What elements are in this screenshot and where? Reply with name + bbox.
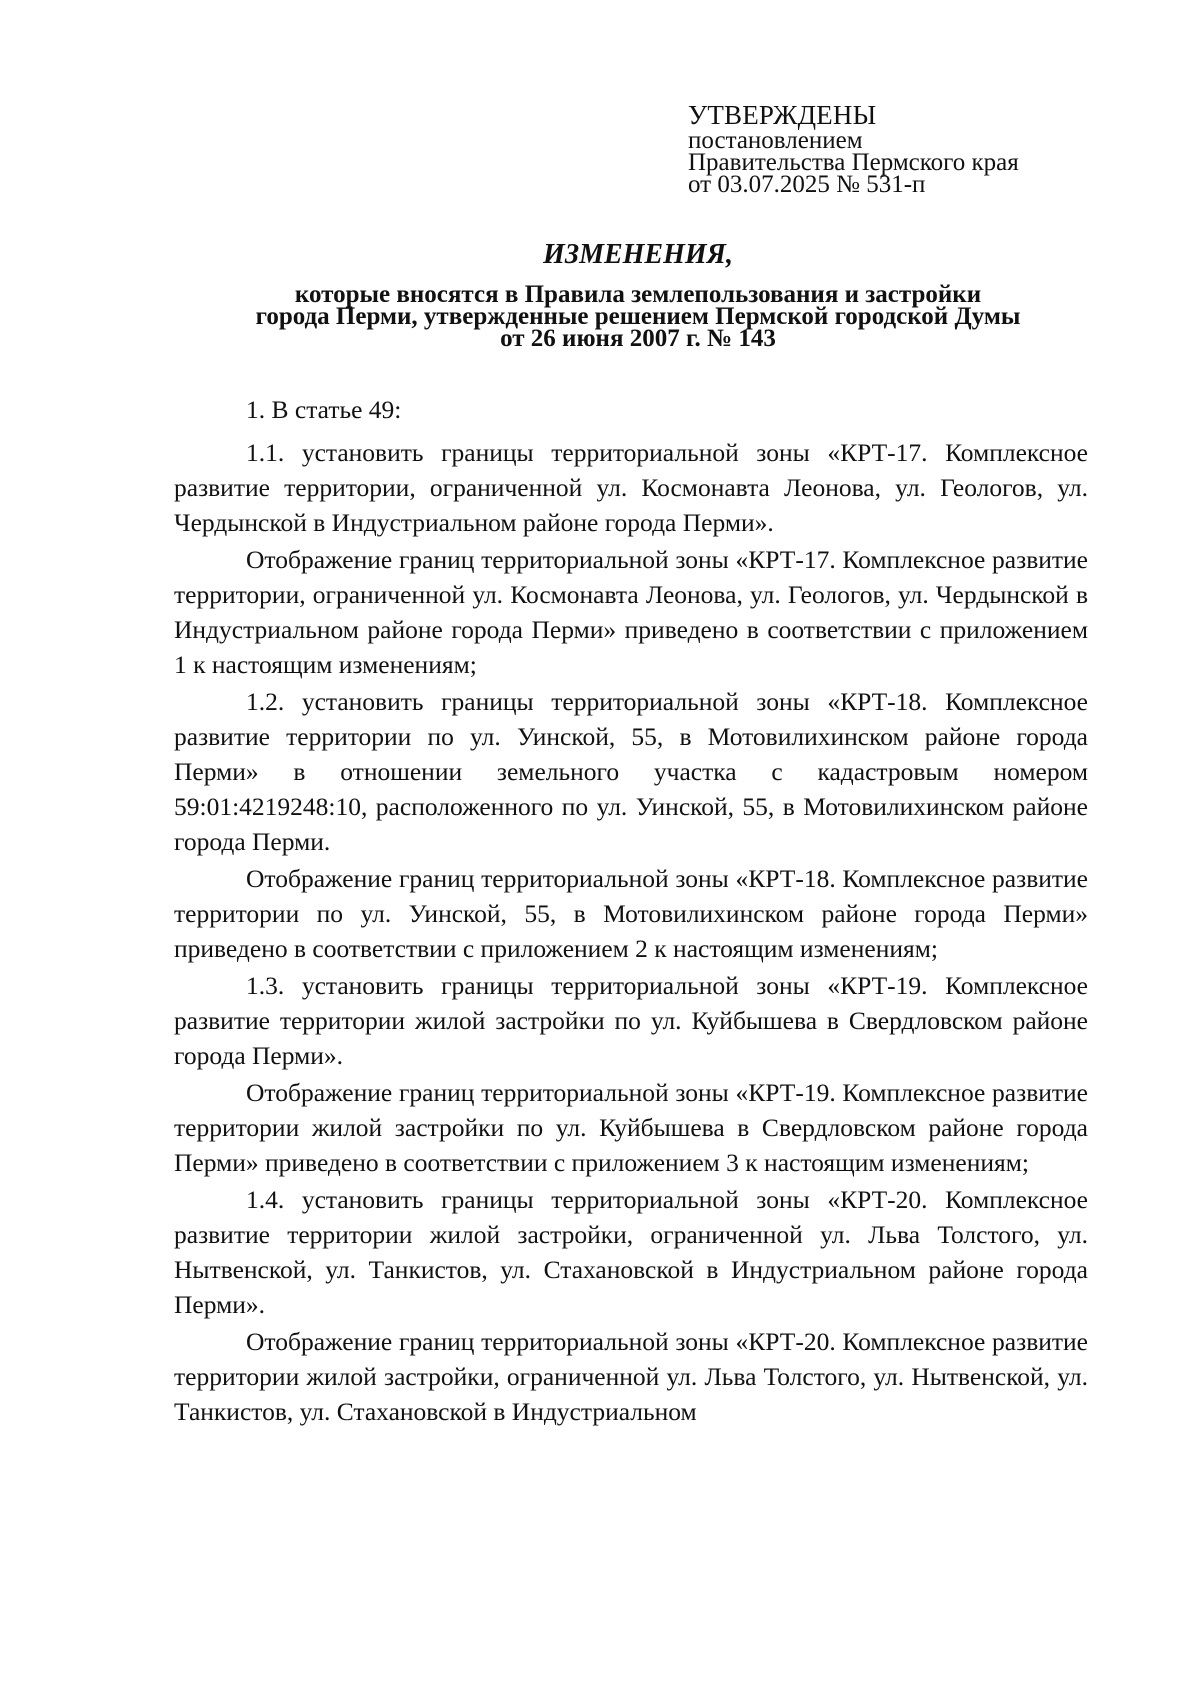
paragraph-1-4: 1.4. установить границы территориальной зоны «КРТ-20. Комплексное развитие территории жилой застройки, ограниченной ул. Льва Толстого, ул. Нытвенской, ул. Танкистов, ул. Стахановской в Индустриальном районе города Перми». (174, 1185, 1088, 1319)
document-subtitle-line-1: которые вносятся в Правила землепользования и застройки (294, 281, 982, 308)
document-body (174, 392, 1088, 1431)
document-subtitle-line-3: от 26 июня 2007 г. № 143 (500, 325, 776, 352)
paragraph-1-3: 1.3. установить границы территориальной зоны «КРТ-19. Комплексное развитие территории жилой застройки по ул. Куйбышева в Свердловском районе города Перми». (174, 971, 1088, 1070)
paragraph-1-2: 1.2. установить границы территориальной зоны «КРТ-18. Комплексное развитие территории по ул. Уинской, 55, в Мотовилихинском районе города Перми» в отношении земельного участка с кадастровым номером 59:01:4219248:10, расположенного по ул. Уинской, 55, в Мотовилихинском районе города Перми. (174, 687, 1088, 856)
document-title: ИЗМЕНЕНИЯ, (543, 239, 733, 270)
approval-stamp (688, 100, 1128, 196)
paragraph-1-4-display: Отображение границ территориальной зоны «КРТ-20. Комплексное развитие территории жилой застройки, ограниченной ул. Льва Толстого, ул. Нытвенской, ул. Танкистов, ул. Стахановской в Индустриальном (174, 1327, 1088, 1426)
approval-title: УТВЕРЖДЕНЫ (688, 100, 877, 130)
paragraph-article-49: 1. В статье 49: (246, 395, 402, 424)
approval-line-2: Правительства Пермского края (688, 149, 1019, 176)
paragraph-1-2-display: Отображение границ территориальной зоны «КРТ-18. Комплексное развитие территории по ул. Уинской, 55, в Мотовилихинском районе города Перми» приведено в соответствии с приложением 2 к настоящим изменениям; (174, 864, 1088, 963)
paragraph-1-3-display: Отображение границ территориальной зоны «КРТ-19. Комплексное развитие территории жилой застройки по ул. Куйбышева в Свердловском районе города Перми» приведено в соответствии с приложением 3 к настоящим изменениям; (174, 1078, 1088, 1177)
paragraph-1-1: 1.1. установить границы территориальной зоны «КРТ-17. Комплексное развитие территории, ограниченной ул. Космонавта Леонова, ул. Геологов, ул. Чердынской в Индустриальном районе города Перми». (174, 438, 1088, 537)
approval-line-3: от 03.07.2025 № 531-п (688, 171, 926, 198)
paragraph-1-1-display: Отображение границ территориальной зоны «КРТ-17. Комплексное развитие территории, ограниченной ул. Космонавта Леонова, ул. Геологов, ул. Чердынской в Индустриальном районе города Перми» приведено в соответствии с приложением 1 к настоящим изменениям; (174, 545, 1088, 679)
document-subtitle-line-2: города Перми, утвержденные решением Пермской городской Думы (255, 303, 1021, 330)
approval-line-1: постановлением (688, 127, 863, 154)
document-heading (150, 238, 1126, 350)
